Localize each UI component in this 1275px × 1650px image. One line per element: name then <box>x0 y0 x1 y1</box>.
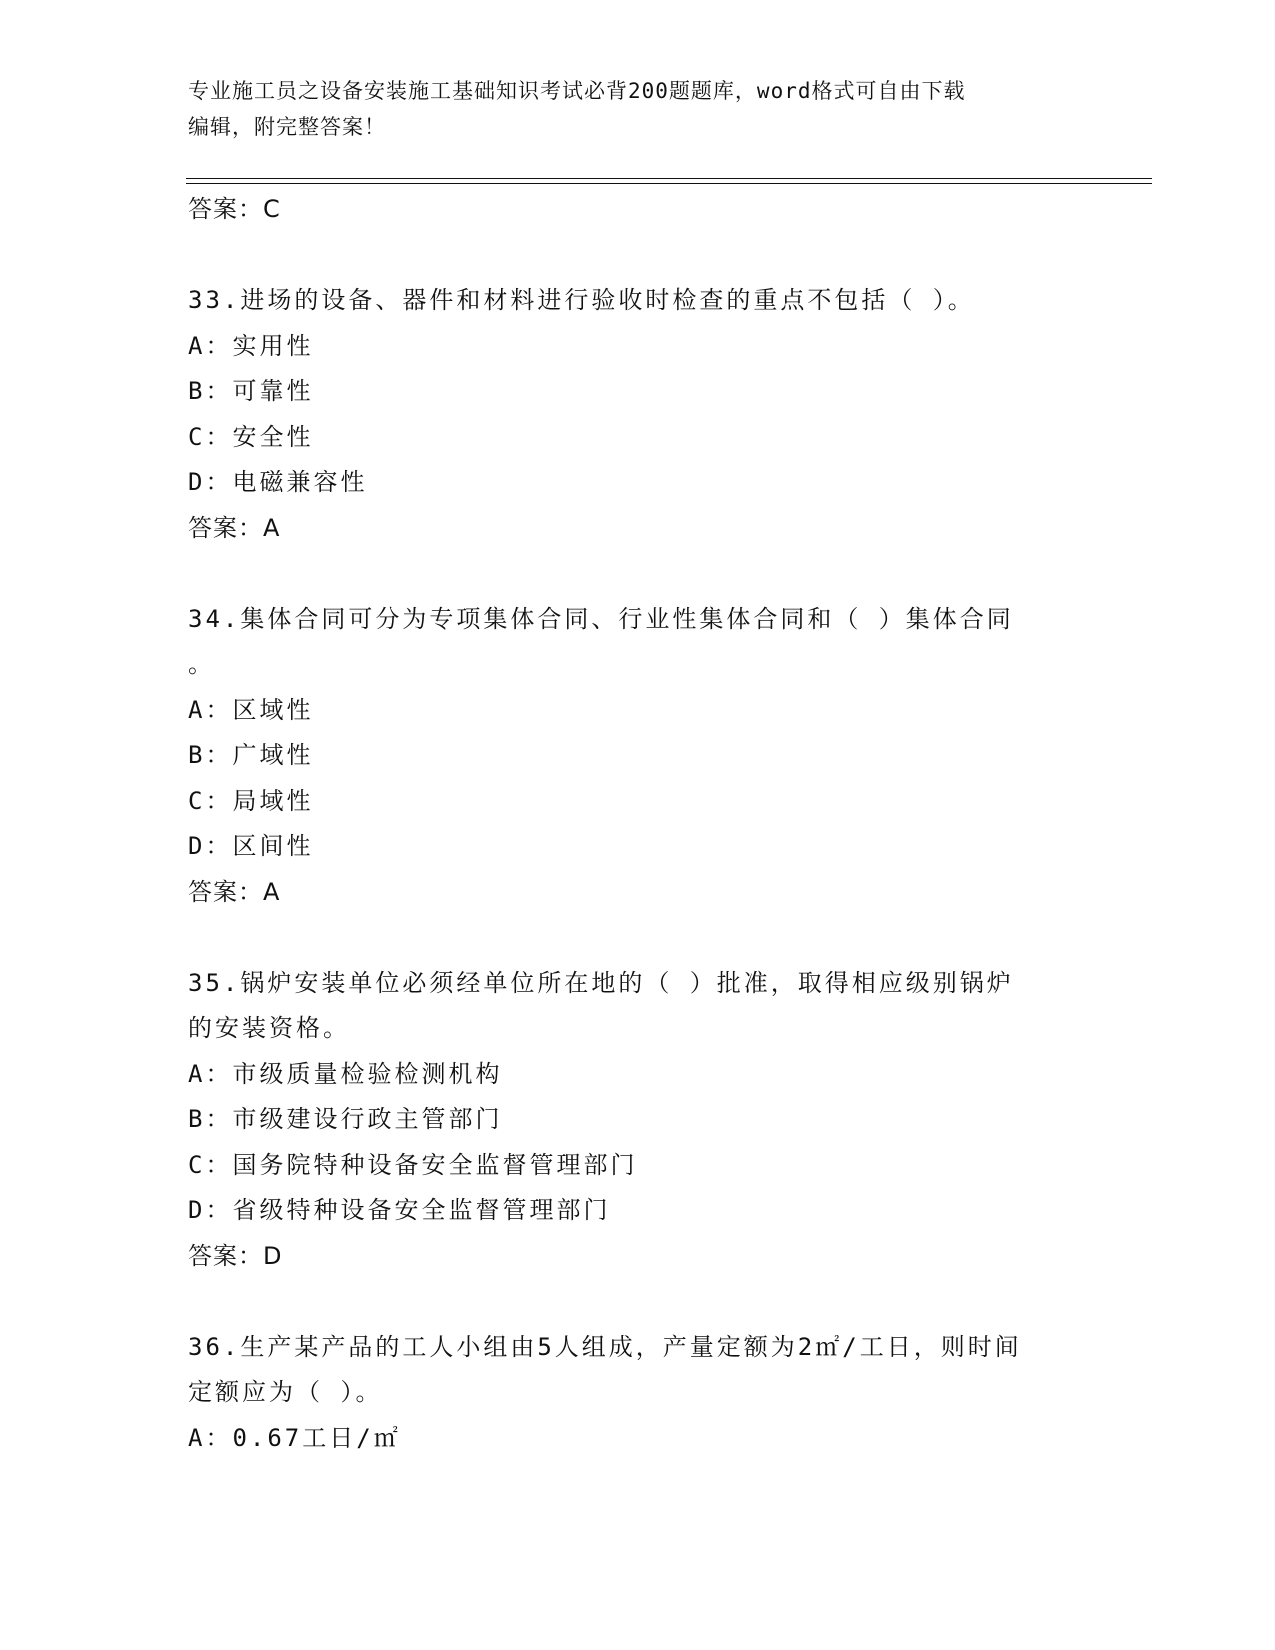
document-header <box>188 73 1068 145</box>
document-body <box>188 187 1088 1461</box>
header-rule-bottom <box>186 183 1152 184</box>
option-d: D：省级特种设备安全监督管理部门 <box>188 1196 611 1224</box>
answer: 答案：D <box>188 1241 283 1270</box>
option-a: A：市级质量检验检测机构 <box>188 1059 503 1088</box>
question-36 <box>188 1325 1088 1462</box>
question-text: 33.进场的设备、器件和材料进行验收时检查的重点不包括（ ）。 <box>188 286 975 314</box>
question-text-cont: 。 <box>188 650 215 678</box>
option-b: B：可靠性 <box>188 377 314 405</box>
option-d: D：区间性 <box>188 832 314 860</box>
option-b: B：市级建设行政主管部门 <box>188 1105 503 1133</box>
question-33 <box>188 278 1088 551</box>
option-d: D：电磁兼容性 <box>188 468 368 496</box>
option-c: C：国务院特种设备安全监督管理部门 <box>188 1150 638 1179</box>
answer: 答案：A <box>188 877 281 906</box>
option-a: A：区域性 <box>188 695 314 724</box>
option-a: A：0.67工日/㎡ <box>188 1423 401 1452</box>
question-35 <box>188 961 1088 1280</box>
option-a: A：实用性 <box>188 331 314 360</box>
question-text-cont: 的安装资格。 <box>188 1014 350 1042</box>
question-text: 35.锅炉安装单位必须经单位所在地的（ ）批准，取得相应级别锅炉 <box>188 968 1014 997</box>
question-text-cont: 定额应为（ ）。 <box>188 1378 383 1406</box>
header-rule-top <box>186 178 1152 179</box>
question-text: 36.生产某产品的工人小组由5人组成，产量定额为2㎡/工日，则时间 <box>188 1332 1022 1361</box>
answer: 答案：A <box>188 513 281 542</box>
header-line-1: 专业施工员之设备安装施工基础知识考试必背200题题库，word格式可自由下载 <box>188 79 966 103</box>
previous-answer: 答案：C <box>188 195 281 223</box>
option-c: C：局域性 <box>188 786 314 815</box>
option-b: B：广域性 <box>188 741 314 769</box>
option-c: C：安全性 <box>188 422 314 451</box>
header-line-2: 编辑，附完整答案！ <box>188 115 386 139</box>
question-34 <box>188 597 1088 916</box>
question-text: 34.集体合同可分为专项集体合同、行业性集体合同和（ ）集体合同 <box>188 604 1014 633</box>
